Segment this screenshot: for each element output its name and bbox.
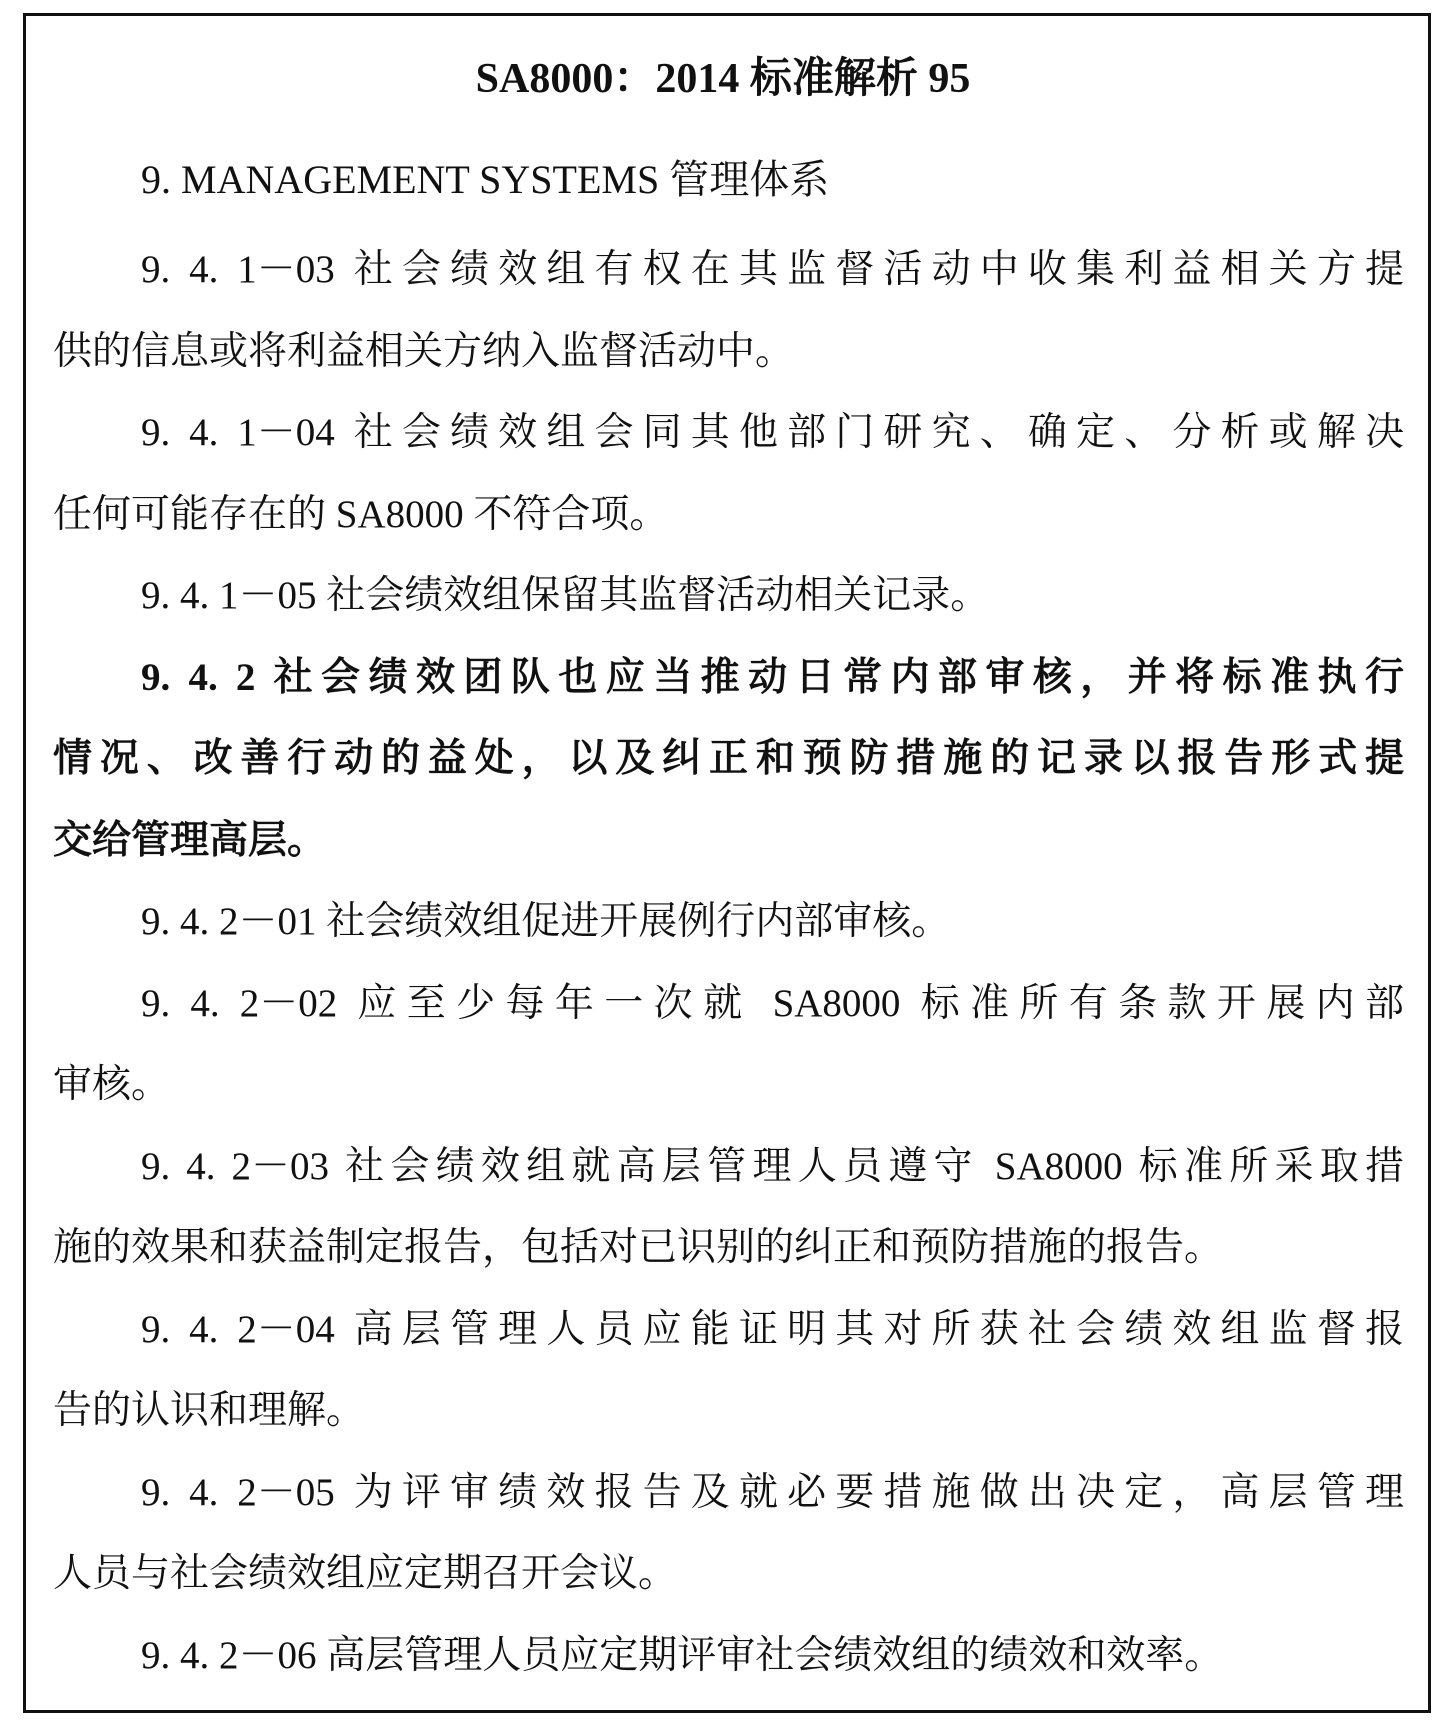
paragraph-line: 9. 4. 1－03 社会绩效组有权在其监督活动中收集利益相关方提 bbox=[141, 248, 1404, 291]
clause-paragraph bbox=[53, 1289, 1404, 1452]
paragraph-line: 情况、改善行动的益处，以及纠正和预防措施的记录以报告形式提 bbox=[53, 737, 1404, 780]
paragraph-line: 9. 4. 2 社会绩效团队也应当推动日常内部审核，并将标准执行 bbox=[141, 655, 1404, 699]
clause-paragraph bbox=[53, 555, 1404, 637]
paragraph-line: 9. 4. 2－05 为评审绩效报告及就必要措施做出决定，高层管理 bbox=[141, 1470, 1404, 1514]
paragraph-line: 交给管理高层。 bbox=[53, 818, 327, 862]
paragraph-line: 施的效果和获益制定报告，包括对已识别的纠正和预防措施的报告。 bbox=[53, 1226, 1224, 1269]
paragraph-line: 审核。 bbox=[53, 1063, 171, 1106]
paragraph-line: 9. 4. 1－05 社会绩效组保留其监督活动相关记录。 bbox=[141, 574, 990, 617]
clause-paragraph bbox=[53, 963, 1404, 1126]
paragraph-line: 9. 4. 2－03 社会绩效组就高层管理人员遵守 SA8000 标准所采取措 bbox=[141, 1144, 1404, 1188]
paragraph-line: 告的认识和理解。 bbox=[53, 1389, 366, 1432]
paragraph-line: 9. 4. 2－06 高层管理人员应定期评审社会绩效组的绩效和效率。 bbox=[141, 1633, 1224, 1677]
paragraph-line: 人员与社会绩效组应定期召开会议。 bbox=[53, 1552, 678, 1595]
clause-paragraph bbox=[53, 1615, 1404, 1697]
clause-paragraph bbox=[53, 1126, 1404, 1289]
document-body bbox=[53, 229, 1404, 1696]
clause-paragraph bbox=[53, 392, 1404, 555]
clause-paragraph bbox=[53, 229, 1404, 392]
paragraph-line: 9. 4. 2－02 应至少每年一次就 SA8000 标准所有条款开展内部 bbox=[141, 981, 1404, 1025]
section-heading: 9. MANAGEMENT SYSTEMS 管理体系 bbox=[141, 157, 830, 202]
paragraph-line: 9. 4. 2－04 高层管理人员应能证明其对所获社会绩效组监督报 bbox=[141, 1307, 1404, 1351]
paragraph-line: 供的信息或将利益相关方纳入监督活动中。 bbox=[53, 329, 795, 373]
paragraph-line: 任何可能存在的 SA8000 不符合项。 bbox=[53, 492, 669, 536]
paragraph-line: 9. 4. 2－01 社会绩效组促进开展例行内部审核。 bbox=[141, 900, 951, 943]
page-title: SA8000：2014 标准解析 95 bbox=[475, 56, 971, 102]
clause-paragraph bbox=[53, 881, 1404, 963]
paragraph-line: 9. 4. 1－04 社会绩效组会同其他部门研究、确定、分析或解决 bbox=[141, 411, 1404, 454]
clause-paragraph bbox=[53, 1452, 1404, 1615]
bold-clause-paragraph bbox=[53, 637, 1404, 882]
